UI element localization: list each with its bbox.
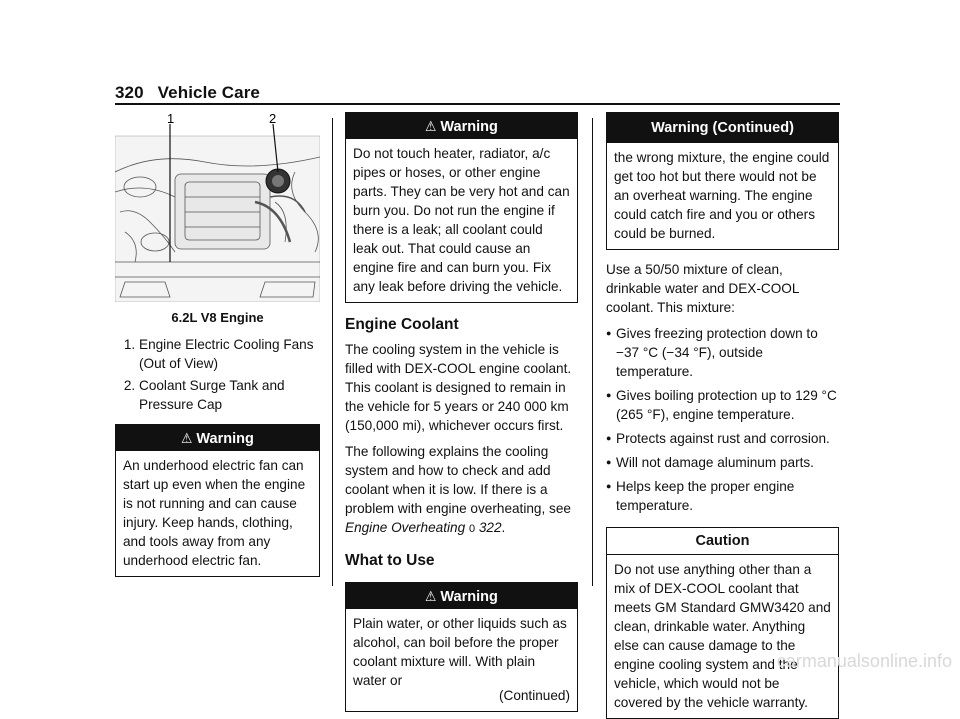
page-ref-arrow-icon: 0 <box>468 523 476 535</box>
list-item: ● Gives boiling protection up to 129 °C (265 °F), engine temperature. <box>616 386 839 424</box>
figure-legend <box>115 335 320 414</box>
warning-header <box>116 425 319 451</box>
page-number: 320 <box>115 83 144 102</box>
caution-text: Do not use anything other than a mix of DEX-COOL coolant that meets GM Standard GMW3420 and clean, drinkable water. Anything else can cause damage to the engine cooling system and the vehicle, which would not be covered by the vehicle warranty. <box>614 562 831 710</box>
callout-1: 1 <box>167 112 175 126</box>
engine-illustration <box>115 112 320 302</box>
paragraph-text: The following explains the cooling system and how to check and add coolant when it is low. If there is a problem with engine overheating, see <box>345 444 571 516</box>
column-divider <box>592 118 593 586</box>
warning-box-continued <box>606 112 839 250</box>
list-item: ● Gives freezing protection down to −37 °C (−34 °F), outside temperature. <box>616 324 839 381</box>
warning-title: Warning <box>440 589 498 605</box>
watermark: carmanualsonline.info <box>776 651 952 671</box>
continued-label: (Continued) <box>498 688 570 703</box>
mixture-benefits-list <box>606 324 839 515</box>
list-item: ● Will not damage aluminum parts. <box>616 453 839 472</box>
warning-text: Plain water, or other liquids such as alcohol, can boil before the proper coolant mixture will. With plain water or <box>353 616 567 688</box>
section-heading-engine-coolant: Engine Coolant <box>345 316 459 333</box>
warning-triangle-icon: ⚠ <box>181 430 193 446</box>
warning-box-fan <box>115 424 320 577</box>
engine-figure <box>115 112 320 302</box>
warning-title: Warning <box>440 119 498 135</box>
column-1 <box>115 112 320 577</box>
warning-triangle-icon: ⚠ <box>425 588 437 604</box>
warning-header: Warning (Continued) <box>607 113 838 143</box>
figure-caption: 6.2L V8 Engine <box>171 310 264 325</box>
list-item: ● Helps keep the proper engine temperature. <box>616 477 839 515</box>
paragraph <box>345 442 578 539</box>
warning-box-hot-parts <box>345 112 578 303</box>
section-title: Vehicle Care <box>157 83 260 102</box>
legend-item: 2. Coolant Surge Tank and Pressure Cap <box>139 376 320 414</box>
punctuation: . <box>501 520 506 535</box>
warning-text: An underhood electric fan can start up even when the engine is not running and can cause injury. Keep hands, clothing, and tools away from any underhood electric fan. <box>123 458 306 568</box>
warning-header <box>346 113 577 139</box>
caution-header: Caution <box>607 528 838 555</box>
legend-item: 1. Engine Electric Cooling Fans (Out of View) <box>139 335 320 373</box>
section-heading-what-to-use: What to Use <box>345 552 435 569</box>
warning-triangle-icon: ⚠ <box>425 118 437 134</box>
column-divider <box>332 118 333 586</box>
column-2 <box>345 112 578 712</box>
engine-overheating-link[interactable]: Engine Overheating <box>345 520 466 535</box>
column-3 <box>606 112 839 719</box>
warning-body <box>346 609 577 711</box>
caution-box <box>606 527 839 719</box>
warning-title: Warning <box>196 431 254 447</box>
paragraph: Use a 50/50 mixture of clean, drinkable water and DEX-COOL coolant. This mixture: <box>606 262 799 315</box>
page-ref[interactable]: 322 <box>478 520 502 535</box>
warning-box-plain-water <box>345 582 578 712</box>
header-rule <box>115 103 840 105</box>
callout-2: 2 <box>269 112 277 126</box>
warning-header <box>346 583 577 609</box>
paragraph: The cooling system in the vehicle is filled with DEX-COOL engine coolant. This coolant is designed to remain in the vehicle for 5 years or 240 000 km (150,000 mi), whichever occurs first. <box>345 342 572 433</box>
list-item: ● Protects against rust and corrosion. <box>616 429 839 448</box>
warning-text: Do not touch heater, radiator, a/c pipes or hoses, or other engine parts. They can be very hot and can burn you. Do not run the engine if there is a leak; all coolant could leak out. That could cause an engine fire and can burn you. Fix any leak before driving the vehicle. <box>353 146 570 294</box>
page-header <box>115 83 274 103</box>
warning-text: the wrong mixture, the engine could get too hot but there would not be an overheat warning. The engine could catch fire and you or others could be burned. <box>614 150 830 241</box>
